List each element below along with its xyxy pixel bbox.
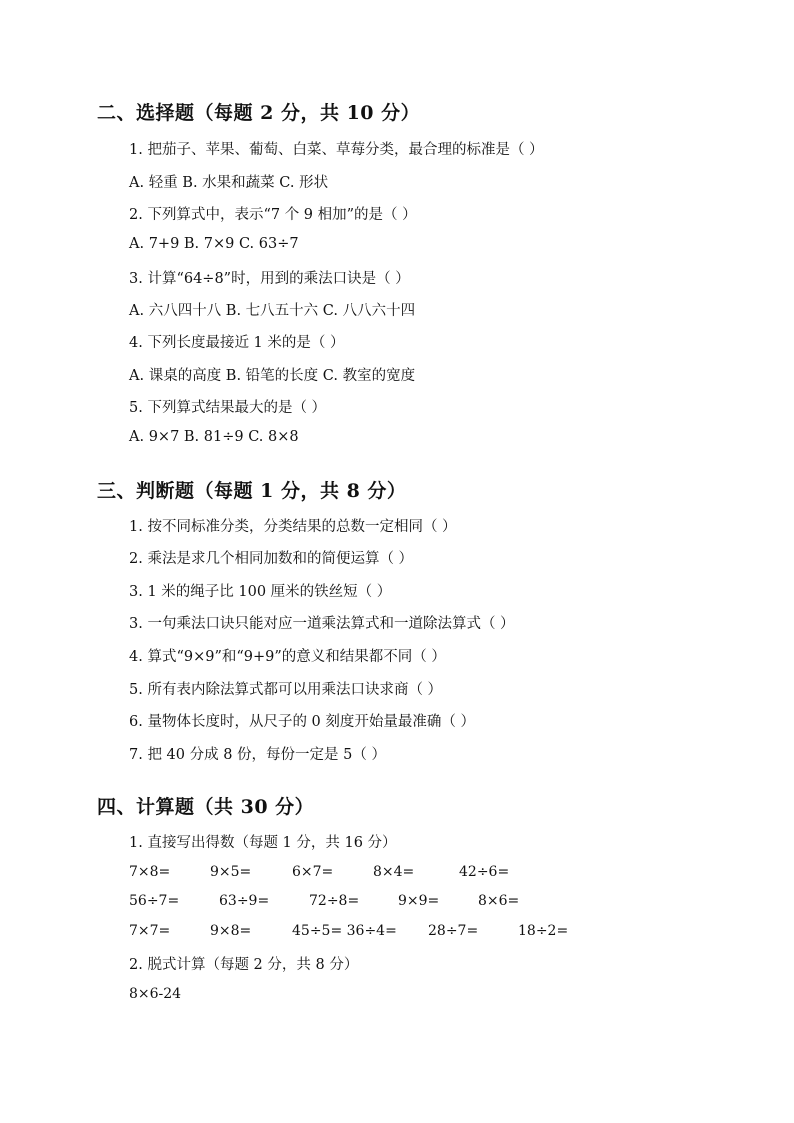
choice-options-2: A. 7+9 B. 7×9 C. 63÷7 bbox=[129, 236, 299, 252]
calc-item: 9×5= bbox=[210, 864, 252, 880]
calc-item: 8×6= bbox=[478, 893, 520, 909]
calc-item: 6×7= bbox=[292, 864, 334, 880]
section-title-choice: 二、选择题（每题 2 分，共 10 分） bbox=[97, 102, 421, 124]
calc-item: 56÷7= bbox=[129, 893, 180, 909]
calc-item: 63÷9= bbox=[219, 893, 270, 909]
choice-question-5: 5. 下列算式结果最大的是（ ） bbox=[129, 400, 327, 416]
calc-item: 7×7= bbox=[129, 923, 171, 939]
calc-subtitle-2: 2. 脱式计算（每题 2 分，共 8 分） bbox=[129, 957, 359, 973]
judge-item-7: 6. 量物体长度时，从尺子的 0 刻度开始量最准确（ ） bbox=[129, 714, 475, 730]
choice-question-4: 4. 下列长度最接近 1 米的是（ ） bbox=[129, 335, 345, 351]
calc-item: 28÷7= bbox=[428, 923, 479, 939]
judge-item-4: 3. 一句乘法口诀只能对应一道乘法算式和一道除法算式（ ） bbox=[129, 616, 515, 632]
section-title-calc: 四、计算题（共 30 分） bbox=[97, 796, 315, 818]
choice-options-5: A. 9×7 B. 81÷9 C. 8×8 bbox=[129, 429, 299, 445]
judge-item-8: 7. 把 40 分成 8 份，每份一定是 5（ ） bbox=[129, 747, 386, 763]
calc-item: 8×4= bbox=[373, 864, 415, 880]
calc-item: 45÷5= 36÷4= bbox=[292, 923, 397, 939]
calc-item: 9×9= bbox=[398, 893, 440, 909]
calc-item: 7×8= bbox=[129, 864, 171, 880]
choice-options-1: A. 轻重 B. 水果和蔬菜 C. 形状 bbox=[129, 175, 329, 191]
judge-item-5: 4. 算式“9×9”和“9+9”的意义和结果都不同（ ） bbox=[129, 649, 446, 665]
choice-question-2: 2. 下列算式中，表示“7 个 9 相加”的是（ ） bbox=[129, 207, 417, 223]
choice-question-1: 1. 把茄子、苹果、葡萄、白菜、草莓分类，最合理的标准是（ ） bbox=[129, 142, 544, 158]
calc-item: 9×8= bbox=[210, 923, 252, 939]
calc-subtitle-1: 1. 直接写出得数（每题 1 分，共 16 分） bbox=[129, 835, 397, 851]
judge-item-3: 3. 1 米的绳子比 100 厘米的铁丝短（ ） bbox=[129, 584, 392, 600]
section-title-judge: 三、判断题（每题 1 分，共 8 分） bbox=[97, 480, 407, 502]
judge-item-1: 1. 按不同标准分类，分类结果的总数一定相同（ ） bbox=[129, 519, 457, 535]
judge-item-6: 5. 所有表内除法算式都可以用乘法口诀求商（ ） bbox=[129, 682, 443, 698]
calc-item: 18÷2= bbox=[518, 923, 569, 939]
choice-options-4: A. 课桌的高度 B. 铅笔的长度 C. 教室的宽度 bbox=[129, 368, 416, 384]
choice-options-3: A. 六八四十八 B. 七八五十六 C. 八八六十四 bbox=[129, 303, 416, 319]
calc-expression: 8×6-24 bbox=[129, 986, 182, 1002]
judge-item-2: 2. 乘法是求几个相同加数和的简便运算（ ） bbox=[129, 551, 414, 567]
calc-item: 72÷8= bbox=[309, 893, 360, 909]
choice-question-3: 3. 计算“64÷8”时，用到的乘法口诀是（ ） bbox=[129, 271, 410, 287]
calc-item: 42÷6= bbox=[459, 864, 510, 880]
